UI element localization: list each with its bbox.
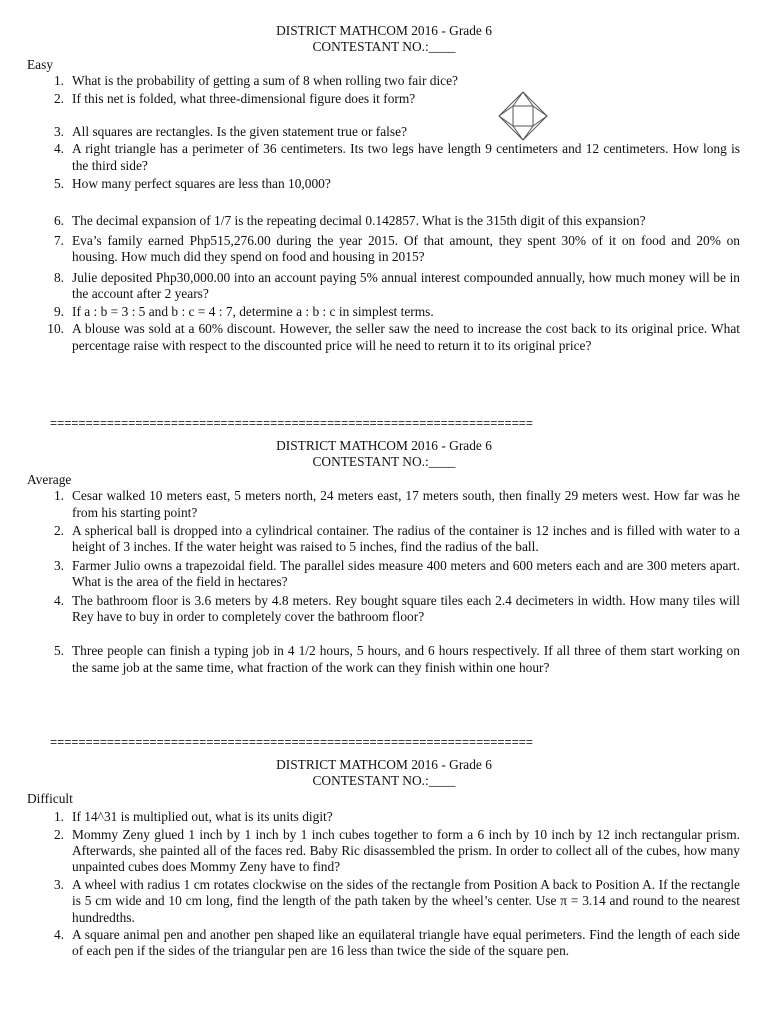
question-item: 5. How many perfect squares are less than 10,000? — [53, 176, 331, 192]
section-separator: ==================================================================== — [50, 736, 533, 750]
question-item: 6. The decimal expansion of 1/7 is the repeating decimal 0.142857. What is the 315th digit of this expansion? — [53, 212, 646, 228]
question-item: 3. Farmer Julio owns a trapezoidal field. The parallel sides measure 400 meters and 600 meters each and are 300 meters apart. What is the area of the field in hectares? — [53, 557, 740, 590]
section-title: DISTRICT MATHCOM 2016 - Grade 6 — [276, 23, 492, 38]
category-label: Difficult — [27, 790, 73, 806]
question-item: 3. All squares are rectangles. Is the given statement true or false? — [53, 124, 408, 140]
contestant-line: CONTESTANT NO.:____ — [312, 39, 456, 55]
section-title: DISTRICT MATHCOM 2016 - Grade 6 — [276, 757, 492, 772]
question-item: 4. A right triangle has a perimeter of 36 centimeters. Its two legs have length 9 centimeters and 12 centimeters. How long is the third side? — [53, 141, 740, 173]
contestant-line: CONTESTANT NO.:____ — [312, 454, 456, 470]
category-label: Average — [27, 471, 72, 487]
question-item: 1. Cesar walked 10 meters east, 5 meters north, 24 meters east, 17 meters south, then finally 29 meters west. How far was he from his starting point? — [53, 488, 740, 520]
question-list — [0, 488, 768, 676]
section-average — [0, 438, 768, 677]
section-separator: ==================================================================== — [50, 417, 533, 431]
question-item: 2. A spherical ball is dropped into a cylindrical container. The radius of the container is 12 inches and is filled with water to a height of 3 inches. If the water height was raised to 5 inches, find the radius of the ball. — [53, 523, 740, 555]
question-item: 4. The bathroom floor is 3.6 meters by 4.8 meters. Rey bought square tiles each 2.4 decimeters in width. How many tiles will Rey have to buy in order to completely cover the bathroom floor? — [53, 592, 740, 625]
question-item: 3. A wheel with radius 1 cm rotates clockwise on the sides of the rectangle from Position A back to Position A. If the rectangle is 5 cm wide and 10 cm long, find the length of the path taken by the wheel’s center. Use π = 3.14 and round to the nearest hundredths. — [53, 876, 740, 925]
category-label: Easy — [27, 56, 54, 72]
question-item: 1. If 14^31 is multiplied out, what is its units digit? — [53, 809, 333, 825]
section-easy — [0, 23, 768, 355]
question-item: 10. A blouse was sold at a 60% discount. However, the seller saw the need to increase the cost back to its original price. What percentage raise with respect to the discounted price will he need to return it to its original price? — [47, 321, 740, 353]
cube-net-figure — [497, 90, 549, 142]
section-title: DISTRICT MATHCOM 2016 - Grade 6 — [276, 438, 492, 453]
question-list — [0, 73, 768, 354]
section-difficult — [0, 757, 768, 961]
question-item: 9. If a : b = 3 : 5 and b : c = 4 : 7, determine a : b : c in simplest terms. — [53, 303, 434, 319]
question-item: 4. A square animal pen and another pen shaped like an equilateral triangle have equal perimeters. Find the length of each side of each pen if the sides of the triangular pen are 16 less than twice the side of the square pen. — [53, 927, 740, 959]
question-item: 8. Julie deposited Php30,000.00 into an account paying 5% annual interest compounded annually, how much money will be in the account after 2 years? — [53, 269, 740, 302]
question-list — [0, 809, 768, 960]
question-item: 2. If this net is folded, what three-dimensional figure does it form? — [53, 90, 416, 106]
question-item: 2. Mommy Zeny glued 1 inch by 1 inch by 1 inch cubes together to form a 6 inch by 10 inch by 12 inch rectangular prism. Afterwards, she painted all of the faces red. Baby Ric disassembled the prism. In order to collect all of the cubes, how many unpainted cubes does Mommy Zeny have to find? — [53, 826, 740, 875]
question-item: 7. Eva’s family earned Php515,276.00 during the year 2015. Of that amount, they spent 30% of it on food and 20% on housing. How much did they spend on food and housing in 2015? — [53, 233, 740, 265]
contestant-line: CONTESTANT NO.:____ — [312, 773, 456, 789]
question-item: 5. Three people can finish a typing job in 4 1/2 hours, 5 hours, and 6 hours respectively. If all three of them start working on the same job at the same time, what fraction of the work can they finish within one hour? — [53, 643, 740, 675]
question-item: 1. What is the probability of getting a sum of 8 when rolling two fair dice? — [53, 73, 459, 89]
